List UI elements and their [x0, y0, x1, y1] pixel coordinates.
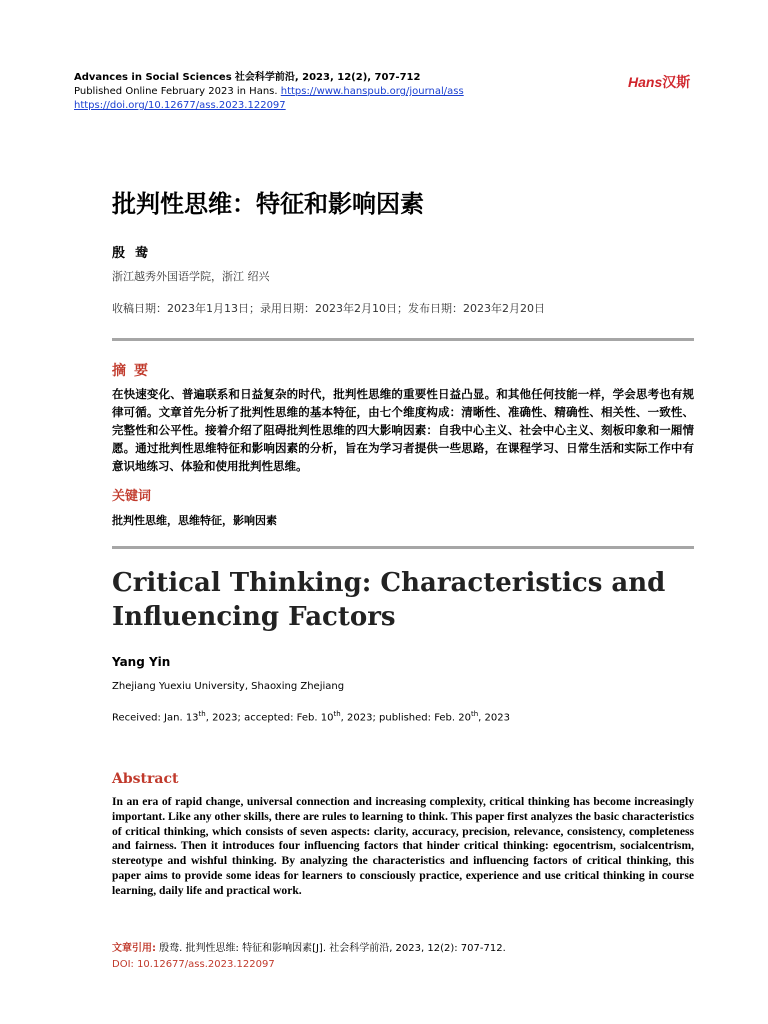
divider-middle: [112, 546, 694, 549]
journal-name-en: Advances in Social Sciences: [74, 72, 232, 83]
cn-abstract-heading: 摘要: [112, 363, 156, 379]
cn-dates: 收稿日期：2023年1月13日；录用日期：2023年2月10日；发布日期：2023年2月20日: [112, 302, 545, 315]
published-date: , 2023; published: Feb. 20: [340, 712, 471, 724]
journal-header: [74, 71, 694, 113]
accepted-sup: th: [333, 710, 341, 718]
published-line: [74, 85, 694, 99]
citation-label: 文章引用:: [112, 943, 156, 954]
cn-affiliation: 浙江越秀外国语学院，浙江 绍兴: [112, 270, 270, 283]
en-title: Critical Thinking: Characteristics and Influencing Factors: [112, 568, 666, 632]
en-dates: [112, 710, 510, 723]
citation-doi[interactable]: DOI: 10.12677/ass.2023.122097: [112, 959, 275, 970]
doi-url-link[interactable]: https://doi.org/10.12677/ass.2023.122097: [74, 100, 286, 111]
en-author: Yang Yin: [112, 655, 171, 669]
logo-latin: Hans: [628, 74, 663, 90]
journal-name-cn: 社会科学前沿: [234, 72, 295, 83]
citation-text: 殷鸯. 批判性思维: 特征和影响因素[J]. 社会科学前沿, 2023, 12(2): 707-712.: [156, 943, 506, 954]
published-sup: th: [470, 710, 479, 718]
published-text: Published Online February 2023 in Hans.: [74, 86, 278, 97]
received-date: Received: Jan. 13: [112, 712, 199, 724]
en-affiliation: Zhejiang Yuexiu University, Shaoxing Zhejiang: [112, 681, 345, 692]
cn-keywords-heading: 关键词: [112, 489, 152, 504]
logo-cn: 汉斯: [662, 75, 691, 91]
journal-volume: , 2023, 12(2), 707-712: [294, 72, 421, 83]
journal-url-link[interactable]: https://www.hanspub.org/journal/ass: [280, 86, 464, 97]
journal-line: [74, 71, 694, 85]
cn-author: 殷鸯: [112, 246, 159, 261]
en-abstract-heading: Abstract: [112, 771, 179, 787]
accepted-date: , 2023; accepted: Feb. 10: [205, 712, 334, 724]
hans-logo: [628, 72, 690, 92]
divider-top: [112, 338, 694, 341]
en-abstract: In an era of rapid change, universal connection and increasing complexity, critical thinking has become increasingly important. Like any other skills, there are rules to learning to think. This paper first analyzes the basic characteristics of critical thinking, which consists of seven aspects: clarity, accuracy, precision, relevance, consistency, completeness and fairness. Then it introduces four influencing factors that hinder critical thinking: egocentrism, socialcentrism, stereotype and wishful thinking. By analyzing the characteristics and influencing factors of critical thinking, this paper aims to provide some ideas for learners to consciously practice, experience and use critical thinking in course learning, daily life and practical work.: [112, 795, 694, 897]
citation-block: [112, 941, 506, 973]
year-end: , 2023: [478, 712, 510, 724]
received-sup: th: [198, 710, 206, 718]
cn-abstract: 在快速变化、普遍联系和日益复杂的时代，批判性思维的重要性日益凸显。和其他任何技能一样，学会思考也有规律可循。文章首先分析了批判性思维的基本特征，由七个维度构成：清晰性、准确性、精确性、相关性、一致性、完整性和公平性。接着介绍了阻碍批判性思维的四大影响因素：自我中心主义、社会中心主义、刻板印象和一厢情愿。通过批判性思维特征和影响因素的分析，旨在为学习者提供一些思路，在课程学习、日常生活和实际工作中有意识地练习、体验和使用批判性思维。: [112, 387, 694, 473]
cn-title: 批判性思维：特征和影响因素: [112, 190, 424, 218]
cn-keywords: 批判性思维，思维特征，影响因素: [112, 514, 277, 527]
